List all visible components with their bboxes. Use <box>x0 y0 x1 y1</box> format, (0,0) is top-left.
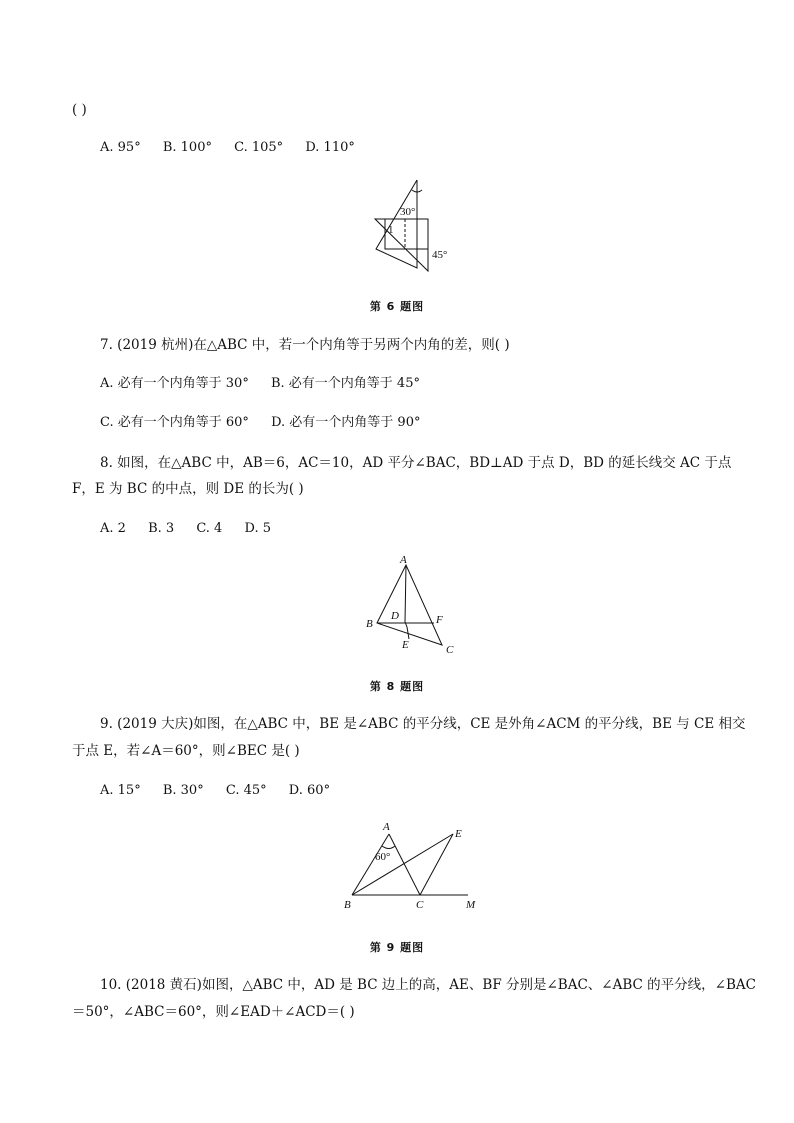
q8-segment-ad <box>405 565 406 622</box>
q6-angle-1-label: 1 <box>388 224 394 236</box>
q8-option-c[interactable]: C. 4 <box>196 521 223 536</box>
q10-stem-line1: 10. (2018 黄石)如图，△ABC 中，AD 是 BC 边上的高，AE、BF 分别是∠BAC、∠ABC 的平分线，∠BAC <box>100 977 756 993</box>
q8-option-d[interactable]: D. 5 <box>244 521 271 536</box>
q9-label-a: A <box>383 821 390 833</box>
q6-option-d[interactable]: D. 110° <box>305 140 355 155</box>
q9-segment-ac <box>389 834 420 895</box>
q9-option-d[interactable]: D. 60° <box>288 783 331 798</box>
q7-option-b[interactable]: B. 必有一个内角等于 45° <box>270 376 420 391</box>
q8-figure <box>360 553 470 658</box>
q8-options <box>100 519 289 539</box>
q8-stem-line1: 8. 如图，在△ABC 中，AB＝6，AC＝10，AD 平分∠BAC，BD⊥AD 于点 D，BD 的延长线交 AC 于点 <box>100 455 732 471</box>
q6-option-c[interactable]: C. 105° <box>234 140 284 155</box>
q8-option-b[interactable]: B. 3 <box>148 521 175 536</box>
q9-stem-line1: 9. (2019 大庆)如图，在△ABC 中，BE 是∠ABC 的平分线，CE 是外角∠ACM 的平分线，BE 与 CE 相交 <box>100 716 746 732</box>
q7-options-row2 <box>100 413 438 433</box>
q6-caption: 第 6 题图 <box>369 300 425 313</box>
q9-option-b[interactable]: B. 30° <box>162 783 204 798</box>
q9-label-c: C <box>416 899 424 911</box>
q9-angle-arc <box>382 846 395 849</box>
q8-caption: 第 8 题图 <box>369 680 425 693</box>
q7-stem: 7. (2019 杭州)在△ABC 中，若一个内角等于另两个内角的差，则( ) <box>100 337 510 353</box>
q6-triangle-45 <box>375 219 428 271</box>
q9-option-c[interactable]: C. 45° <box>225 783 267 798</box>
q8-label-a: A <box>400 554 407 566</box>
q9-segment-ba <box>352 834 389 895</box>
q9-angle-label: 60° <box>375 851 391 863</box>
q6-angle-45-label: 45° <box>432 249 448 261</box>
q9-stem-line2: 于点 E，若∠A＝60°，则∠BEC 是( ) <box>72 743 300 759</box>
q10-stem-line2: ＝50°，∠ABC＝60°，则∠EAD＋∠ACD＝( ) <box>72 1004 355 1020</box>
q6-angle-30-label: 30° <box>400 206 416 218</box>
q9-segment-be <box>352 834 453 895</box>
q8-segment-de <box>405 622 409 639</box>
q7-option-d[interactable]: D. 必有一个内角等于 90° <box>271 415 421 430</box>
q8-label-d: D <box>391 610 399 622</box>
q8-label-c: C <box>446 644 454 656</box>
q9-caption: 第 9 题图 <box>369 941 425 954</box>
previous-answer-bracket: ( ) <box>72 102 87 118</box>
q6-option-a[interactable]: A. 95° <box>100 140 141 155</box>
q9-segment-ce <box>420 834 453 895</box>
q8-option-a[interactable]: A. 2 <box>100 521 126 536</box>
q9-label-m: M <box>466 899 476 911</box>
q9-label-e: E <box>455 828 462 840</box>
q7-option-a[interactable]: A. 必有一个内角等于 30° <box>100 376 249 391</box>
q8-stem-line2: F，E 为 BC 的中点，则 DE 的长为( ) <box>72 481 304 497</box>
q6-options <box>100 138 373 158</box>
q8-label-e: E <box>402 639 409 651</box>
q7-option-c[interactable]: C. 必有一个内角等于 60° <box>100 415 249 430</box>
q9-label-b: B <box>344 899 351 911</box>
q8-label-b: B <box>366 618 373 630</box>
q8-label-f: F <box>436 614 443 626</box>
q6-figure <box>365 178 475 273</box>
q9-options <box>100 781 348 801</box>
q9-option-a[interactable]: A. 15° <box>100 783 141 798</box>
q9-figure <box>338 820 488 915</box>
q7-options-row1 <box>100 374 438 394</box>
q6-option-b[interactable]: B. 100° <box>162 140 212 155</box>
q8-triangle-abc <box>377 565 442 645</box>
